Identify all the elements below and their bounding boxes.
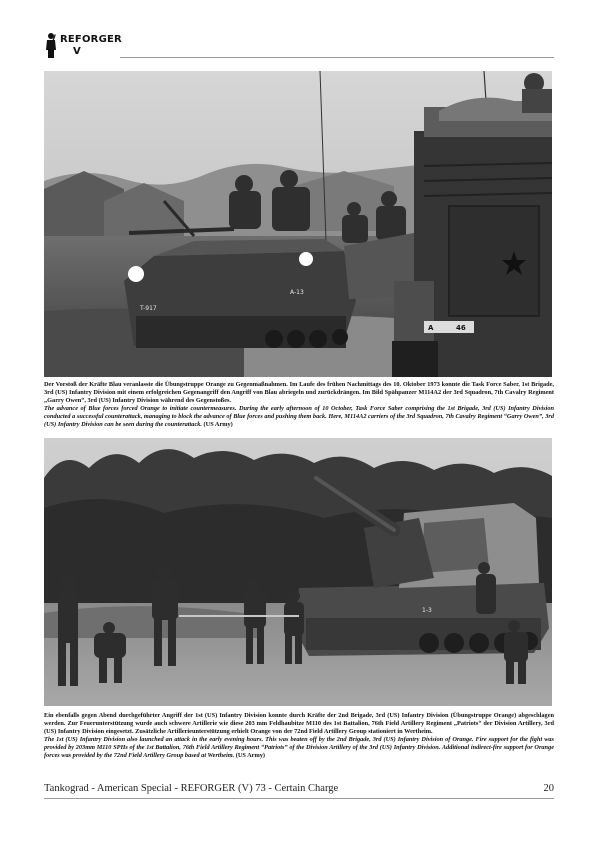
photo-m114-counterattack (44, 71, 552, 377)
caption-2-credit: (US Army) (235, 752, 265, 760)
plate-a: A (428, 324, 434, 332)
logo-text: REFORGER (60, 34, 122, 45)
caption-photo-1 (44, 381, 554, 430)
caption-1-german: Der Vorstoß der Kräfte Blau veranlasste die Übungstruppe Orange zu Gegenmaßnahmen. Im Laufe des frühen Nachmittags des 10. Oktober 1973 konnte die Task Force Saber, 1st Brigade, 3rd (US) Infantry Division mit einem erfolgreichen Gegenangriff den Angriff von Blau abriegeln und zurückdrängen. Im Bild Spähpanzer M114A2 der 3rd Squadron, 7th Cavalry Regiment „Garry Owen“, 3rd (US) Infantry Division während des Gegenstoßes. (44, 381, 554, 405)
caption-1-english: The advance of Blue forces forced Orange to initiate countermeasures. During the early afternoon of 10 October, Task Force Saber comprising the 1st Brigade, 3rd (US) Infantry Division conducted a successful counterattack, managing to block the advance of Blue forces and pushing them back. Here, M114A2 carriers of the 3rd Squadron, 7th Cavalry Regiment “Garry Owen”, 3rd (US) Infantry Division can be seen during the counterattack. (44, 405, 554, 429)
plate-46: 46 (456, 324, 466, 332)
plate-t917: T-917 (140, 305, 157, 312)
plate-1-3: 1-3 (422, 607, 432, 614)
soldier-silhouette-icon (44, 32, 58, 58)
photo-m110-howitzer (44, 438, 552, 706)
caption-1-credit: (US Army) (203, 421, 233, 429)
page-footer (44, 783, 554, 799)
page-number: 20 (543, 783, 554, 794)
page-header (44, 30, 554, 60)
logo-roman-numeral: V (73, 46, 81, 57)
caption-photo-2 (44, 712, 554, 761)
header-rule (120, 57, 554, 58)
caption-2-german: Ein ebenfalls gegen Abend durchgeführter Angriff der 1st (US) Infantry Division konnte durch Kräfte der 2nd Brigade, 3rd (US) Infantry Division (Übungstruppe Orange) abgeschlagen werden. Zur Feuerunterstützung wurde auch schwere Artillerie wie diese 203 mm Feldhaubitze M110 des 1st Battalion, 76th Field Artillery Regiment „Patriots“ der Division Artillery, 3rd (US) Infantry Division eingesetzt. Zusätzliche Artillerieunterstützung erhielt Orange von der 72nd Field Artillery Group stationiert in Wertheim. (44, 712, 554, 736)
caption-2-english: The 1st (US) Infantry Division also launched an attack in the early evening hours. This was beaten off by the 2nd Brigade, 3rd (US) Infantry Division of Orange. Fire support for the fight was provided by 203mm M110 SPHs of the 1st Battalion, 76th Field Artillery Regiment “Patriots” of the Division Artillery of the 3rd (US) Infantry Division. Additional indirect-fire support for Orange forces was provided by the 72nd Field Artillery Group based at Wertheim. (44, 736, 554, 760)
plate-a13: A-13 (290, 289, 304, 296)
footer-title: Tankograd - American Special - REFORGER (V) 73 - Certain Charge (44, 783, 339, 794)
footer-rule (44, 798, 554, 799)
reforger-logo (44, 30, 122, 60)
